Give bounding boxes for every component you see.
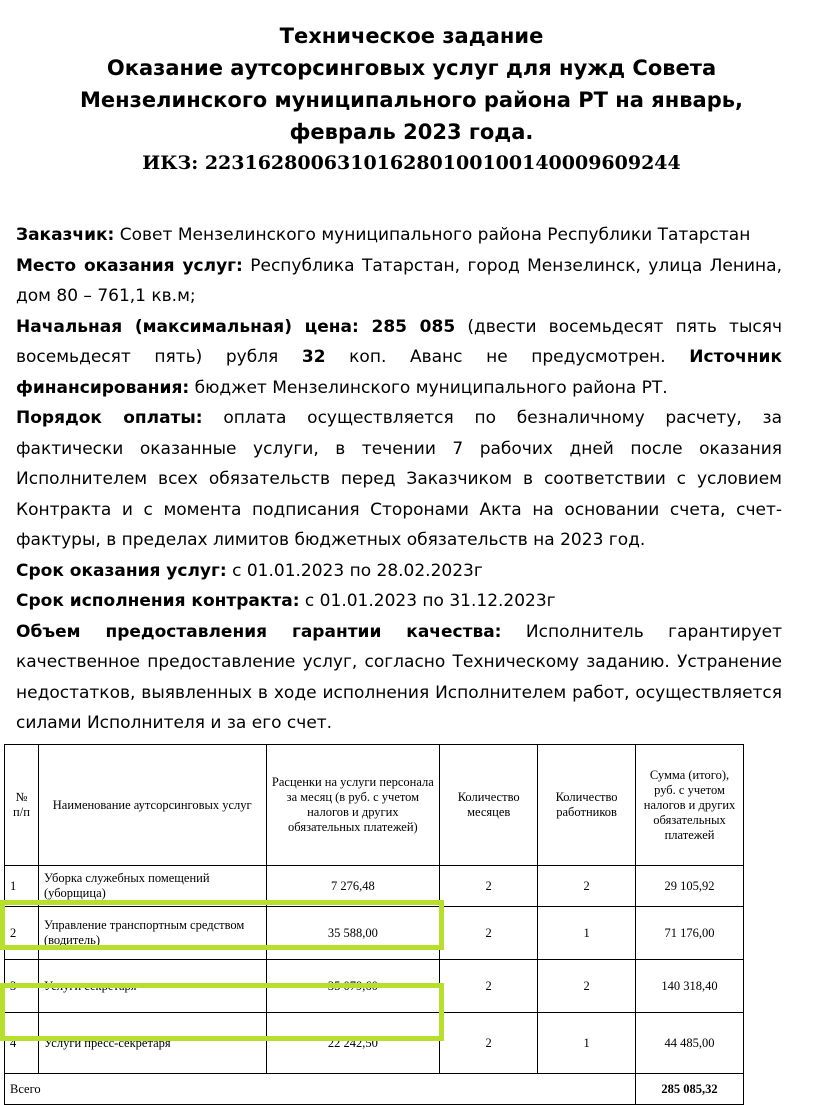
price-paragraph — [16, 312, 782, 404]
term-value: с 01.01.2023 по 28.02.2023г — [226, 560, 483, 581]
guarantee-value: Исполнитель гарантирует качественное предоставление услуг, согласно Техническому заданию. Устранение недостатков, выявленных в ходе исполнения Исполнителем работ, осуществляется силами Исполнителя и за его счет. — [16, 621, 782, 733]
row-rate: 7 276,48 — [266, 866, 440, 907]
row-name: Услуги пресс-секретаря — [38, 1013, 266, 1074]
contract-value: с 01.01.2023 по 31.12.2023г — [299, 591, 556, 611]
row-rate: 22 242,50 — [266, 1013, 440, 1074]
row-sum: 44 485,00 — [636, 1013, 744, 1074]
row-num: 2 — [5, 907, 39, 960]
row-num: 4 — [5, 1013, 39, 1074]
row-workers: 2 — [538, 960, 636, 1013]
header-workers: Количество работников — [538, 745, 636, 866]
header-months: Количество месяцев — [440, 745, 538, 866]
title-line-3: Мензелинского муниципального района РТ на январь, — [80, 88, 743, 112]
row-name: Услуги секретаря — [38, 960, 266, 1013]
document-title — [0, 20, 823, 148]
place-label: Место оказания услуг: — [16, 255, 243, 276]
row-sum: 140 318,40 — [636, 960, 744, 1013]
table-total-row — [5, 1074, 744, 1105]
term-label: Срок оказания услуг: — [16, 560, 227, 581]
price-label: Начальная (максимальная) цена: — [16, 316, 359, 337]
customer-label: Заказчик: — [16, 225, 115, 245]
row-sum: 29 105,92 — [636, 866, 744, 907]
guarantee-paragraph — [16, 617, 782, 739]
row-rate: 35 588,00 — [266, 907, 440, 960]
payment-paragraph — [16, 403, 782, 556]
title-line-4: февраль 2023 года. — [289, 120, 534, 144]
contract-paragraph — [16, 586, 782, 617]
row-months: 2 — [440, 960, 538, 1013]
row-workers: 1 — [538, 1013, 636, 1074]
total-label: Всего — [5, 1074, 636, 1105]
header-sum: Сумма (итого), руб. с учетом налогов и других обязательных платежей — [636, 745, 744, 866]
highlight-box-press-secretary — [0, 983, 444, 1041]
row-rate: 35 079,60 — [266, 960, 440, 1013]
payment-label: Порядок оплаты: — [16, 408, 203, 428]
row-months: 2 — [440, 866, 538, 907]
table-header-row — [5, 745, 744, 866]
price-rest: коп. Аванс не предусмотрен. — [325, 347, 690, 367]
title-line-1: Техническое задание — [279, 24, 544, 48]
header-num: № п/п — [5, 745, 39, 866]
price-amount: 285 085 — [358, 316, 456, 337]
place-value: Республика Татарстан, город Мензелинск, улица Ленина, дом 80 – 761,1 кв.м; — [16, 255, 782, 306]
row-months: 2 — [440, 907, 538, 960]
price-words: (двести восемьдесят пять тысяч восемьдесят пять) рубля — [16, 316, 782, 367]
row-workers: 2 — [538, 866, 636, 907]
guarantee-label: Объем предоставления гарантии качества: — [16, 621, 502, 642]
payment-value: оплата осуществляется по безналичному расчету, за фактически оказанные услуги, в течении 7 рабочих дней после оказания Исполнителем всех обязательств перед Заказчиком в соответствии с условием Контракта и с момента подписания Сторонами Акта на основании счета, счет-фактуры, в пределах лимитов бюджетных обязательств на 2023 год. — [16, 408, 783, 550]
row-num: 3 — [5, 960, 39, 1013]
row-workers: 1 — [538, 907, 636, 960]
header-name: Наименование аутсорсинговых услуг — [38, 745, 266, 866]
price-kop: 32 — [301, 347, 326, 367]
customer-value: Совет Мензелинского муниципального района Республики Татарстан — [114, 225, 751, 245]
funding-label: Источник финансирования: — [16, 347, 782, 398]
row-name: Управление транспортным средством (водитель) — [38, 907, 266, 960]
customer-paragraph — [16, 220, 782, 251]
header-rate: Расценки на услуги персонала за месяц (в руб. с учетом налогов и других обязательных платежей) — [266, 745, 440, 866]
highlight-box-driver — [0, 900, 444, 950]
row-num: 1 — [5, 866, 39, 907]
total-value: 285 085,32 — [636, 1074, 744, 1105]
title-line-2: Оказание аутсорсинговых услуг для нужд Совета — [106, 56, 717, 80]
document-body — [16, 220, 782, 739]
term-paragraph — [16, 556, 782, 587]
contract-label: Срок исполнения контракта: — [16, 591, 300, 611]
place-paragraph — [16, 251, 782, 312]
funding-value: бюджет Мензелинского муниципального района РТ. — [189, 377, 668, 398]
row-sum: 71 176,00 — [636, 907, 744, 960]
row-name: Уборка служебных помещений (уборщица) — [38, 866, 266, 907]
ikz-code: ИКЗ: 223162800631016280100100140009609244 — [142, 152, 681, 174]
row-months: 2 — [440, 1013, 538, 1074]
